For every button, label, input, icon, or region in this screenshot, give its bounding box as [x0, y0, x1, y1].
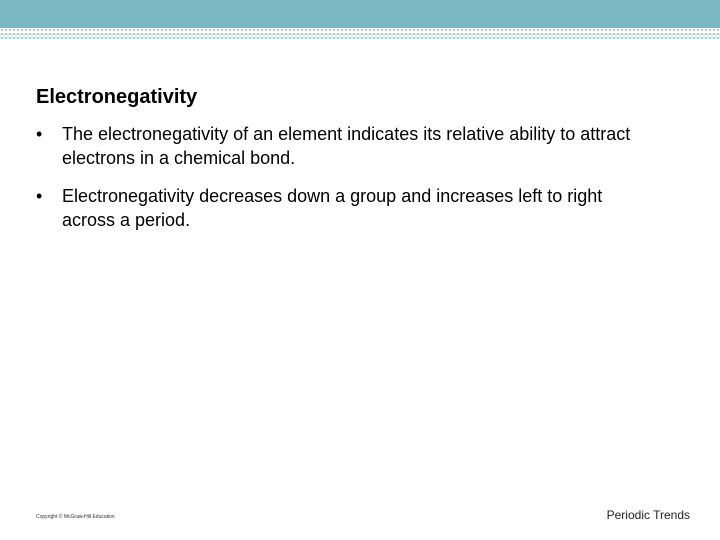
copyright-notice: Copyright © McGraw-Hill Education — [36, 514, 115, 520]
slide-title: Electronegativity — [36, 86, 198, 108]
header-dot-pattern-light — [0, 33, 720, 39]
bullet-text: Electronegativity decreases down a group and increases left to right across a period. — [62, 186, 603, 230]
footer-section-label: Periodic Trends — [606, 508, 690, 522]
bullet-item — [36, 184, 636, 232]
bullet-marker: • — [36, 124, 43, 144]
bullet-marker: • — [36, 186, 43, 206]
header-band — [0, 0, 720, 28]
bullet-text: The electronegativity of an element indicates its relative ability to attract electrons in a chemical bond. — [62, 124, 631, 168]
bullet-item — [36, 122, 636, 170]
bullet-list — [36, 122, 636, 246]
